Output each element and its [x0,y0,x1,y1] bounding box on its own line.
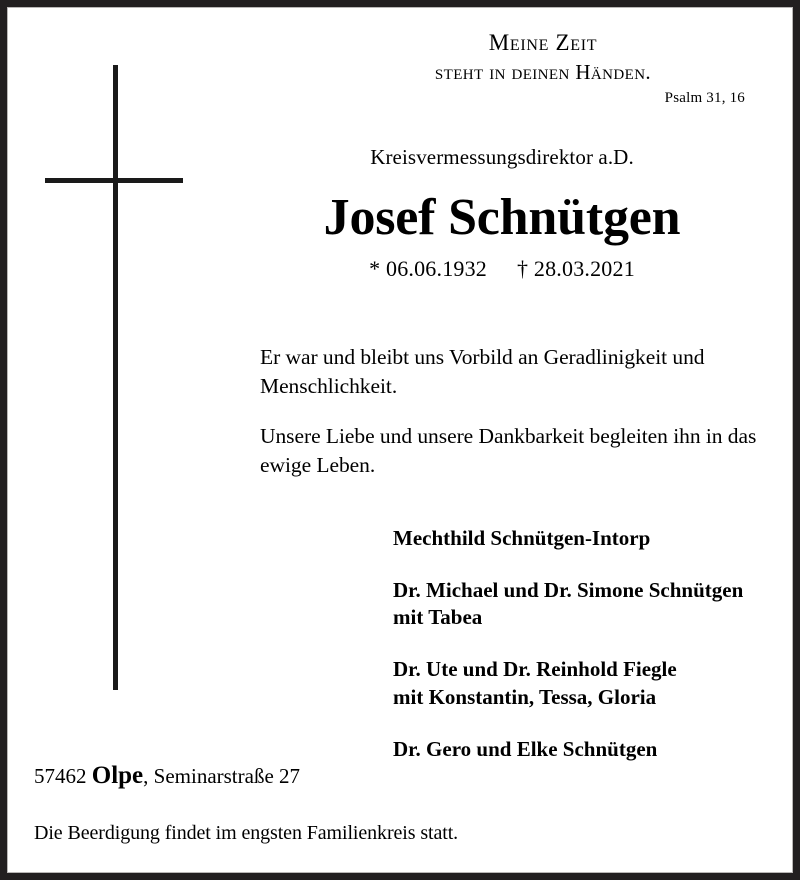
address-line [34,762,300,790]
memorial-paragraph-2: Unsere Liebe und unsere Dankbarkeit begleiten ihn in das ewige Leben. [260,424,757,477]
cross-vertical-bar [113,65,118,690]
memorial-text [260,343,778,479]
cross-icon [45,65,225,690]
death-date: † 28.03.2021 [517,256,635,282]
verse-line-2: steht in deinen Händen. [434,60,652,85]
verse-line-1: Meine Zeit [488,30,598,55]
verse-source: Psalm 31, 16 [664,90,745,107]
survivor-primary: Mechthild Schnütgen-Intorp [393,526,651,550]
survivor-group [393,525,789,553]
cross-horizontal-bar [45,178,183,183]
survivor-group [393,577,789,632]
identity-block [232,145,772,282]
birth-date: * 06.06.1932 [369,256,487,282]
memorial-paragraph-1: Er war und bleibt uns Vorbild an Geradlinigkeit und Menschlichkeit. [260,345,705,398]
survivor-group [393,656,789,711]
funeral-note: Die Beerdigung findet im engsten Familienkreis statt. [34,822,459,844]
postal-code: 57462 [34,764,87,788]
city-name: Olpe [91,762,144,789]
survivor-secondary: mit Konstantin, Tessa, Gloria [393,684,657,709]
verse-block [333,29,753,107]
survivor-group [393,736,789,764]
survivor-primary: Dr. Michael und Dr. Simone Schnütgen [393,577,744,602]
survivors-list [393,525,789,763]
deceased-name: Josef Schnütgen [323,189,681,246]
street-address: , Seminarstraße 27 [143,764,301,788]
notice-sheet [7,7,793,873]
life-dates [232,256,772,282]
survivor-primary: Dr. Gero und Elke Schnütgen [393,736,658,761]
survivor-primary: Dr. Ute und Dr. Reinhold Fiegle [393,657,677,682]
survivor-secondary: mit Tabea [393,605,483,630]
profession-title: Kreisvermessungsdirektor a.D. [370,145,634,169]
